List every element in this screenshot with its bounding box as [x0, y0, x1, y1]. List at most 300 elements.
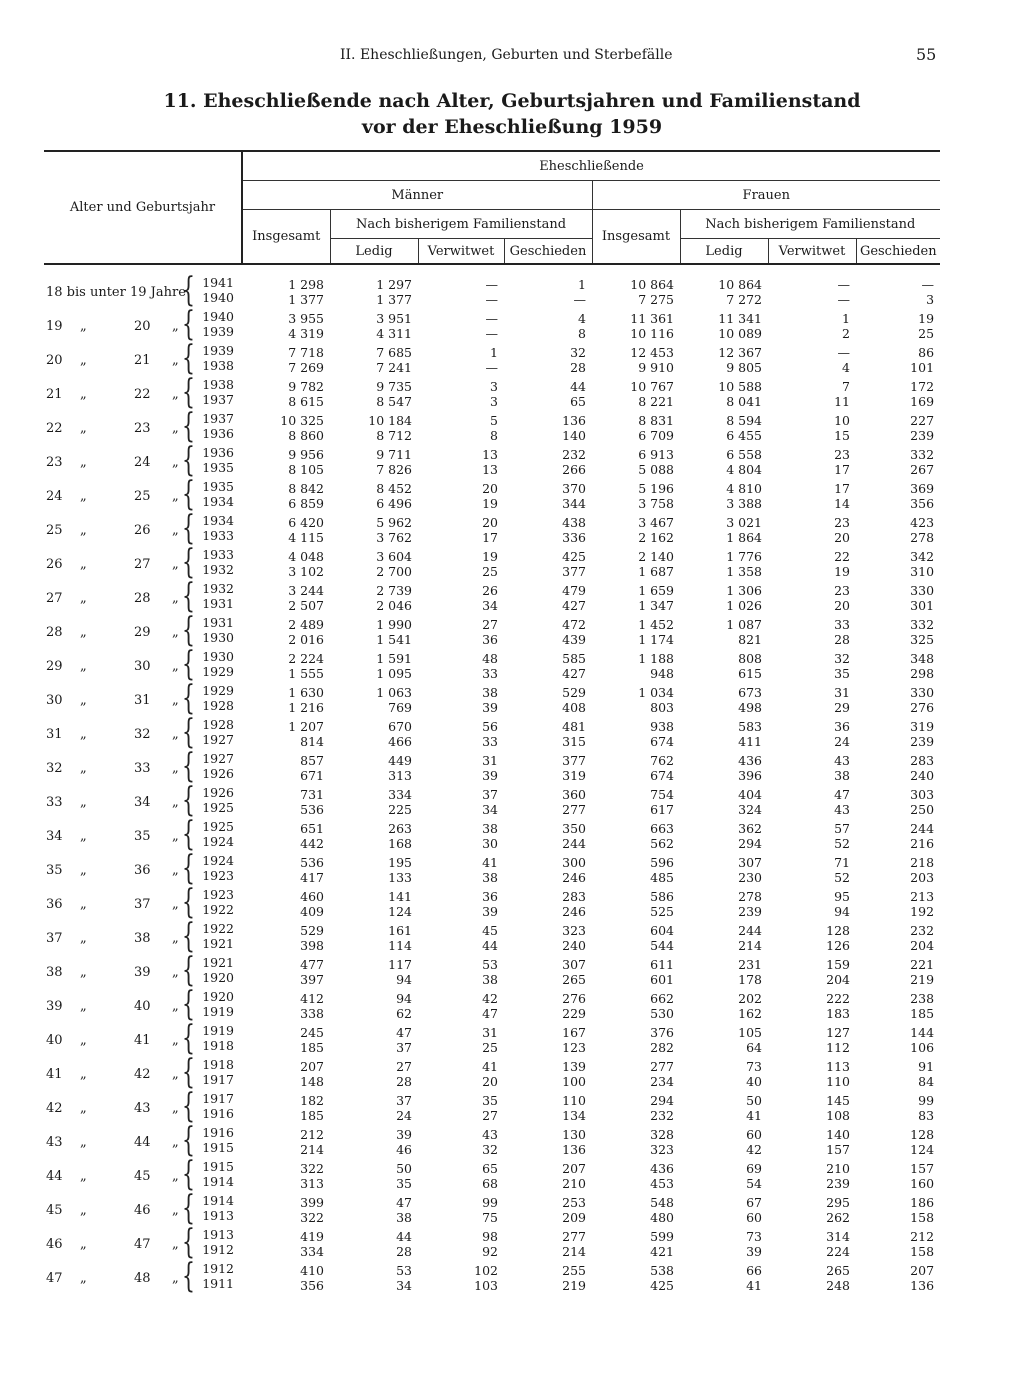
f-ges-cell — [856, 785, 940, 819]
cell-value: 253 — [562, 1195, 586, 1210]
cell-value: 583 — [738, 719, 762, 734]
age-label-part: „ — [80, 761, 87, 776]
cell-value: 1 087 — [726, 617, 762, 632]
cell-value: 283 — [910, 753, 935, 768]
cell-value: 130 — [562, 1127, 586, 1142]
row-label-cell — [44, 916, 242, 956]
page-number: 55 — [916, 45, 937, 64]
cell-value: 404 — [738, 787, 762, 802]
cell-value: 427 — [562, 598, 586, 613]
brace-glyph: { — [182, 916, 195, 956]
cell-value: 140 — [826, 1127, 850, 1142]
cell-value: 8 842 — [288, 481, 324, 496]
age-label-part: „ — [172, 1067, 179, 1082]
birth-year: 1932 — [202, 562, 234, 577]
cell-value: 185 — [910, 1006, 935, 1021]
age-label-part: 45 — [46, 1203, 63, 1218]
birth-years — [200, 1023, 234, 1053]
row-label-cell — [44, 746, 242, 786]
birth-year: 1923 — [202, 868, 234, 883]
table-row — [44, 1023, 940, 1057]
cell-value: 754 — [650, 787, 674, 802]
cell-value: 6 558 — [726, 447, 762, 462]
table-row — [44, 309, 940, 343]
cell-value: 95 — [834, 889, 850, 904]
row-label-cell — [44, 814, 242, 854]
age-label-part: 27 — [46, 591, 63, 606]
cell-value: 34 — [482, 598, 498, 613]
cell-value: 283 — [562, 889, 586, 904]
cell-value: 948 — [650, 666, 674, 681]
age-label-part: „ — [80, 387, 87, 402]
cell-value: 53 — [482, 957, 498, 972]
m-ver-cell — [418, 445, 504, 479]
cell-value: 1 990 — [376, 617, 412, 632]
cell-value: 207 — [300, 1059, 324, 1074]
f-ges-cell — [856, 479, 940, 513]
f-ins-cell — [592, 1227, 680, 1261]
birth-year: 1930 — [202, 649, 234, 664]
age-label-part: „ — [80, 727, 87, 742]
f-ver-cell — [768, 581, 856, 615]
age-label-part: 30 — [134, 659, 151, 674]
f-ver-cell — [768, 615, 856, 649]
birth-years — [200, 751, 234, 781]
cell-value: 803 — [650, 700, 674, 715]
f-ins-cell — [592, 989, 680, 1023]
cell-value: 140 — [562, 428, 586, 443]
cell-value: 419 — [300, 1229, 324, 1244]
m-ver-cell — [418, 1261, 504, 1295]
birth-years — [200, 1193, 234, 1223]
f-led-cell — [680, 649, 768, 683]
age-label-part: 43 — [134, 1101, 151, 1116]
m-ges-cell — [504, 1057, 592, 1091]
cell-value: 3 102 — [288, 564, 324, 579]
row-label-cell — [44, 882, 242, 922]
f-led-cell — [680, 955, 768, 989]
cell-value: 8 041 — [726, 394, 762, 409]
cell-value: 44 — [396, 1229, 412, 1244]
cell-value: 1 298 — [288, 277, 324, 292]
cell-value: 324 — [738, 802, 762, 817]
f-ins-cell — [592, 1125, 680, 1159]
birth-year: 1926 — [202, 766, 234, 781]
cell-value: 298 — [910, 666, 935, 681]
cell-value: 112 — [826, 1040, 850, 1055]
cell-value: 307 — [562, 957, 586, 972]
m-led-cell — [330, 717, 418, 751]
birth-year: 1925 — [202, 800, 234, 815]
m-ins-cell — [242, 1193, 330, 1227]
brace-glyph: { — [182, 644, 195, 684]
birth-years — [200, 445, 234, 475]
f-ins-cell — [592, 751, 680, 785]
cell-value: 73 — [746, 1059, 762, 1074]
birth-year: 1923 — [202, 887, 234, 902]
age-label-part: „ — [80, 1271, 87, 1286]
table-row — [44, 615, 940, 649]
m-ins-cell — [242, 989, 330, 1023]
table-row — [44, 1193, 940, 1227]
cell-value: 5 962 — [376, 515, 412, 530]
m-ins-cell — [242, 1227, 330, 1261]
cell-value: 397 — [300, 972, 324, 987]
cell-value: 323 — [650, 1142, 674, 1157]
m-ins-cell — [242, 649, 330, 683]
row-label-cell — [44, 1086, 242, 1126]
m-led-cell — [330, 1261, 418, 1295]
cell-value: 1 174 — [638, 632, 674, 647]
f-ins-cell — [592, 649, 680, 683]
table-row — [44, 513, 940, 547]
cell-value: 671 — [300, 768, 324, 783]
cell-value: 436 — [650, 1161, 674, 1176]
m-led-cell — [330, 649, 418, 683]
cell-value: 31 — [482, 1025, 498, 1040]
f-ges-cell — [856, 989, 940, 1023]
men-total-header: Insgesamt — [242, 210, 330, 265]
age-label-part: 47 — [46, 1271, 63, 1286]
cell-value: 47 — [482, 1006, 498, 1021]
birth-year: 1911 — [202, 1276, 234, 1291]
brace-glyph: { — [182, 440, 195, 480]
f-ins-cell — [592, 1091, 680, 1125]
cell-value: 617 — [650, 802, 674, 817]
m-ins-cell — [242, 751, 330, 785]
cell-value: 10 089 — [718, 326, 762, 341]
cell-value: 5 — [490, 413, 498, 428]
cell-value: 438 — [562, 515, 586, 530]
age-label-part: 42 — [134, 1067, 151, 1082]
cell-value: 1 776 — [726, 549, 762, 564]
cell-value: 334 — [300, 1244, 324, 1259]
birth-year: 1931 — [202, 615, 234, 630]
m-ver-cell — [418, 377, 504, 411]
men-single-header: Ledig — [330, 239, 418, 265]
m-led-cell — [330, 1057, 418, 1091]
cell-value: 7 272 — [726, 292, 762, 307]
cell-value: 19 — [918, 311, 935, 326]
birth-year: 1929 — [202, 683, 234, 698]
brace-glyph: { — [182, 406, 195, 446]
cell-value: 423 — [910, 515, 935, 530]
age-label-part: 25 — [46, 523, 63, 538]
cell-value: 128 — [826, 923, 850, 938]
birth-year: 1915 — [202, 1159, 234, 1174]
cell-value: 604 — [650, 923, 674, 938]
f-ges-cell — [856, 683, 940, 717]
cell-value: 410 — [300, 1263, 324, 1278]
cell-value: 1 306 — [726, 583, 762, 598]
table-row — [44, 1227, 940, 1261]
m-ges-cell — [504, 479, 592, 513]
age-label-part: 29 — [134, 625, 151, 640]
m-led-cell — [330, 853, 418, 887]
cell-value: 192 — [910, 904, 935, 919]
m-ges-cell — [504, 819, 592, 853]
cell-value: 44 — [482, 938, 498, 953]
birth-years — [200, 275, 234, 305]
m-ins-cell — [242, 411, 330, 445]
cell-value: 3 — [926, 292, 935, 307]
f-ins-cell — [592, 1057, 680, 1091]
f-ges-cell — [856, 343, 940, 377]
cell-value: 219 — [562, 1278, 586, 1293]
cell-value: 3 758 — [638, 496, 674, 511]
cell-value: 9 782 — [288, 379, 324, 394]
cell-value: 6 496 — [376, 496, 412, 511]
cell-value: 30 — [482, 836, 498, 851]
age-label-part: 21 — [134, 353, 151, 368]
cell-value: 158 — [910, 1244, 935, 1259]
cell-value: 453 — [650, 1176, 674, 1191]
cell-value: 186 — [910, 1195, 935, 1210]
f-led-cell — [680, 1023, 768, 1057]
birth-year: 1914 — [202, 1174, 234, 1189]
cell-value: 10 — [834, 413, 850, 428]
cell-value: 439 — [562, 632, 586, 647]
cell-value: 50 — [396, 1161, 412, 1176]
cell-value: 75 — [482, 1210, 498, 1225]
cell-value: 158 — [910, 1210, 935, 1225]
cell-value: 28 — [396, 1244, 412, 1259]
age-label-part: 39 — [134, 965, 151, 980]
brace-glyph: { — [182, 304, 195, 344]
age-label-part: „ — [172, 761, 179, 776]
table-row — [44, 343, 940, 377]
cell-value: 160 — [910, 1176, 935, 1191]
row-label-cell — [44, 474, 242, 514]
cell-value: 12 367 — [718, 345, 762, 360]
m-ges-cell — [504, 343, 592, 377]
f-ges-cell — [856, 955, 940, 989]
birth-year: 1912 — [202, 1261, 234, 1276]
cell-value: 232 — [562, 447, 586, 462]
table-row — [44, 411, 940, 445]
f-ver-cell — [768, 264, 856, 309]
age-label-part: 31 — [134, 693, 151, 708]
m-led-cell — [330, 1023, 418, 1057]
age-label-part: 36 — [46, 897, 63, 912]
cell-value: 472 — [562, 617, 586, 632]
birth-years — [200, 615, 234, 645]
cell-value: 47 — [834, 787, 850, 802]
cell-value: 110 — [562, 1093, 586, 1108]
birth-year: 1920 — [202, 989, 234, 1004]
m-ins-cell — [242, 1261, 330, 1295]
cell-value: 6 913 — [638, 447, 674, 462]
f-ins-cell — [592, 853, 680, 887]
f-ver-cell — [768, 411, 856, 445]
f-ver-cell — [768, 1023, 856, 1057]
age-label-part: 31 — [46, 727, 63, 742]
cell-value: 436 — [738, 753, 762, 768]
f-ges-cell — [856, 1193, 940, 1227]
cell-value: 250 — [910, 802, 935, 817]
birth-year: 1934 — [202, 513, 234, 528]
cell-value: 13 — [482, 447, 498, 462]
cell-value: 234 — [650, 1074, 674, 1089]
title-line-2: vor der Eheschließung 1959 — [361, 116, 663, 138]
m-led-cell — [330, 819, 418, 853]
group-header: Eheschließende — [242, 151, 940, 181]
table-row — [44, 819, 940, 853]
cell-value: 39 — [396, 1127, 412, 1142]
cell-value: 105 — [738, 1025, 762, 1040]
m-ver-cell — [418, 921, 504, 955]
cell-value: 28 — [570, 360, 586, 375]
cell-value: 7 269 — [288, 360, 324, 375]
cell-value: 1 063 — [376, 685, 412, 700]
m-ges-cell — [504, 785, 592, 819]
birth-year: 1937 — [202, 392, 234, 407]
cell-value: 195 — [388, 855, 412, 870]
age-label-part: „ — [80, 353, 87, 368]
cell-value: 37 — [396, 1093, 412, 1108]
brace-glyph: { — [182, 1222, 195, 1262]
brace-glyph: { — [182, 372, 195, 412]
age-label-part: 33 — [134, 761, 151, 776]
m-led-cell — [330, 479, 418, 513]
cell-value: 41 — [746, 1108, 762, 1123]
age-label-part: 40 — [134, 999, 151, 1014]
f-led-cell — [680, 264, 768, 309]
brace-glyph: { — [182, 1256, 195, 1296]
cell-value: 64 — [746, 1040, 762, 1055]
birth-year: 1924 — [202, 853, 234, 868]
cell-value: 34 — [482, 802, 498, 817]
cell-value: 2 140 — [638, 549, 674, 564]
cell-value: 4 048 — [288, 549, 324, 564]
birth-years — [200, 717, 234, 747]
age-label-part: 26 — [46, 557, 63, 572]
row-label-cell — [44, 440, 242, 480]
m-ges-cell — [504, 377, 592, 411]
cell-value: 277 — [650, 1059, 674, 1074]
cell-value: 408 — [562, 700, 586, 715]
birth-years — [200, 921, 234, 951]
brace-glyph: { — [182, 1120, 195, 1160]
birth-years — [200, 479, 234, 509]
cell-value: 1 347 — [638, 598, 674, 613]
cell-value: 169 — [910, 394, 935, 409]
cell-value: 38 — [482, 821, 498, 836]
table-row — [44, 955, 940, 989]
birth-years — [200, 955, 234, 985]
age-label-part: „ — [80, 659, 87, 674]
cell-value: 307 — [738, 855, 762, 870]
age-label-part: „ — [80, 795, 87, 810]
birth-year: 1916 — [202, 1106, 234, 1121]
m-ges-cell — [504, 955, 592, 989]
cell-value: 92 — [482, 1244, 498, 1259]
birth-years — [200, 989, 234, 1019]
cell-value: 325 — [910, 632, 935, 647]
table-row — [44, 683, 940, 717]
cell-value: 244 — [562, 836, 586, 851]
cell-value: 4 — [842, 360, 850, 375]
cell-value: 212 — [910, 1229, 935, 1244]
row-label-cell — [44, 264, 242, 309]
cell-value: — — [485, 311, 498, 326]
age-label-part: „ — [80, 1033, 87, 1048]
m-ins-cell — [242, 887, 330, 921]
row-label-cell — [44, 780, 242, 820]
birth-year: 1937 — [202, 411, 234, 426]
m-ges-cell — [504, 853, 592, 887]
running-head: II. Eheschließungen, Geburten und Sterbefälle — [340, 47, 673, 63]
f-ges-cell — [856, 309, 940, 343]
row-label-cell — [44, 1222, 242, 1262]
f-ges-cell — [856, 751, 940, 785]
age-label-part: 19 — [46, 319, 63, 334]
birth-year: 1940 — [202, 290, 234, 305]
age-label-part: „ — [80, 1067, 87, 1082]
cell-value: 15 — [834, 428, 850, 443]
cell-value: 674 — [650, 734, 674, 749]
cell-value: 362 — [738, 821, 762, 836]
age-label-part: „ — [172, 591, 179, 606]
age-label-part: „ — [80, 965, 87, 980]
birth-year: 1927 — [202, 751, 234, 766]
cell-value: 108 — [826, 1108, 850, 1123]
cell-value: 4 — [578, 311, 586, 326]
f-ver-cell — [768, 309, 856, 343]
table-row — [44, 1125, 940, 1159]
birth-year: 1935 — [202, 460, 234, 475]
table-row — [44, 751, 940, 785]
cell-value: 301 — [910, 598, 935, 613]
f-ins-cell — [592, 955, 680, 989]
f-ges-cell — [856, 1023, 940, 1057]
cell-value: 3 244 — [288, 583, 324, 598]
cell-value: 1 297 — [376, 277, 412, 292]
cell-value: 2 507 — [288, 598, 324, 613]
cell-value: 43 — [834, 802, 850, 817]
birth-year: 1924 — [202, 834, 234, 849]
women-total-header: Insgesamt — [592, 210, 680, 265]
row-label-cell — [44, 372, 242, 412]
cell-value: 350 — [562, 821, 586, 836]
cell-value: 548 — [650, 1195, 674, 1210]
table-row — [44, 649, 940, 683]
cell-value: 139 — [562, 1059, 586, 1074]
cell-value: 1 095 — [376, 666, 412, 681]
cell-value: 157 — [910, 1161, 935, 1176]
cell-value: 144 — [910, 1025, 935, 1040]
birth-year: 1917 — [202, 1072, 234, 1087]
cell-value: 1 555 — [288, 666, 324, 681]
women-header: Frauen — [592, 181, 940, 210]
f-ver-cell — [768, 955, 856, 989]
cell-value: 232 — [910, 923, 935, 938]
cell-value: 300 — [562, 855, 586, 870]
m-led-cell — [330, 445, 418, 479]
f-ver-cell — [768, 649, 856, 683]
birth-year: 1939 — [202, 324, 234, 339]
f-ver-cell — [768, 785, 856, 819]
cell-value: 17 — [834, 481, 850, 496]
cell-value: 91 — [918, 1059, 935, 1074]
birth-year: 1922 — [202, 902, 234, 917]
cell-value: 127 — [826, 1025, 850, 1040]
birth-years — [200, 683, 234, 713]
cell-value: 246 — [562, 870, 586, 885]
cell-value: 172 — [910, 379, 935, 394]
m-ver-cell — [418, 751, 504, 785]
age-label-part: „ — [172, 625, 179, 640]
